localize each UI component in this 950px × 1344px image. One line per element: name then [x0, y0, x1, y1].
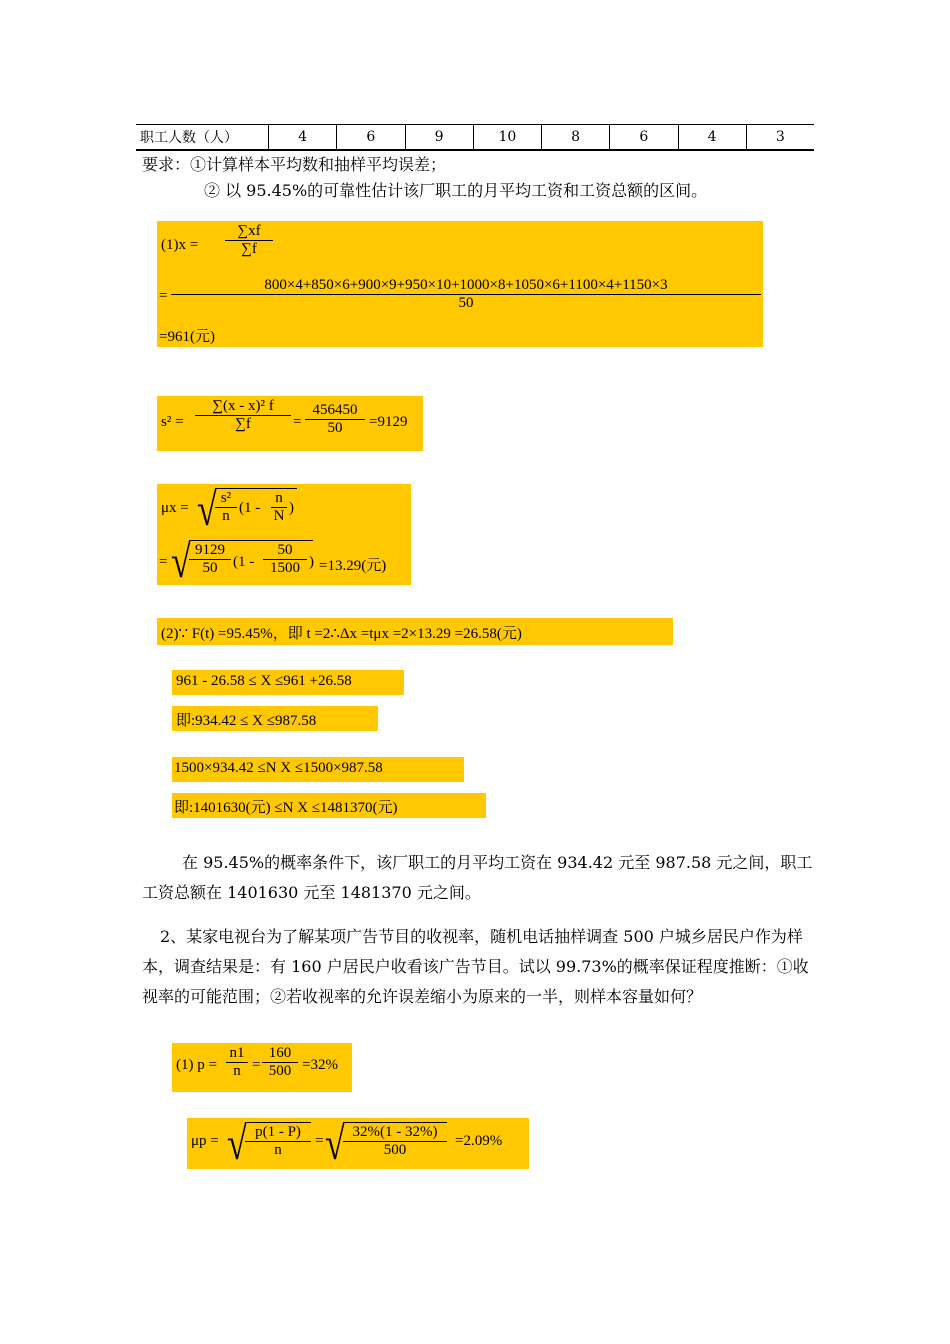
fraction-denominator: 500 — [268, 1063, 292, 1079]
sqrt-icon: √ — [325, 1117, 345, 1170]
sqrt-bar — [215, 488, 297, 489]
fraction-denominator: n — [233, 1063, 241, 1079]
table-cell: 4 — [268, 125, 336, 149]
formula-fraction — [215, 490, 237, 525]
table-cell: 6 — [336, 125, 404, 149]
formula-result: =13.29(元) — [319, 558, 387, 574]
formula-fraction — [226, 1045, 248, 1080]
formula-lhs: (1)x = — [161, 237, 199, 253]
formula-fraction — [263, 542, 307, 577]
fraction-denominator: 50 — [458, 295, 474, 311]
conclusion-paragraph: 在 95.45%的概率条件下，该厂职工的月平均工资在 934.42 元至 987.58 元之间，职工工资总额在 1401630 元至 1481370 元之间。 — [142, 853, 813, 902]
equals-sign: = — [159, 554, 168, 570]
fraction-denominator: 1500 — [270, 560, 300, 576]
fraction-denominator: N — [273, 508, 285, 524]
formula-fraction — [195, 398, 291, 433]
formula-text: 1500×934.42 ≤N X ≤1500×987.58 — [174, 760, 383, 776]
formula-box-sampling-error — [157, 483, 411, 588]
sqrt-bar — [343, 1122, 447, 1123]
fraction-numerator: 160 — [262, 1045, 298, 1063]
fraction-denominator: ∑f — [235, 416, 251, 432]
table-cell: 9 — [405, 125, 473, 149]
formula-fraction — [343, 1124, 447, 1159]
requirement-line-1: 要求：①计算样本平均数和抽样平均误差； — [142, 155, 447, 174]
fraction-denominator: n — [222, 508, 230, 524]
sqrt-icon: √ — [197, 483, 217, 536]
formula-box-total-result — [172, 793, 486, 818]
formula-fraction — [225, 223, 273, 258]
fraction-numerator: 800×4+850×6+900×9+950×10+1000×8+1050×6+1100×4+1150×3 — [171, 277, 761, 295]
data-table-row — [136, 124, 814, 151]
equals-sign: = — [293, 414, 302, 430]
formula-lhs: (1) p = — [176, 1057, 217, 1073]
equals-sign: = — [315, 1133, 324, 1149]
fraction-numerator: n1 — [226, 1045, 248, 1063]
formula-fraction — [245, 1124, 311, 1159]
sqrt-icon: √ — [171, 535, 191, 588]
sqrt-icon: √ — [227, 1117, 247, 1170]
formula-fraction — [305, 402, 365, 437]
fraction-numerator: 50 — [263, 542, 307, 560]
sqrt-bar — [189, 540, 313, 541]
formula-box-total — [172, 757, 464, 782]
formula-text: (1 - — [239, 500, 261, 516]
formula-result: =2.09% — [455, 1133, 503, 1149]
formula-box-confidence — [157, 618, 673, 645]
formula-text: (2)∵ F(t) =95.45%，即 t =2∴Δx =tμx =2×13.29 =26.58(元) — [161, 626, 522, 642]
equals-sign: = — [252, 1057, 261, 1073]
formula-text: ) — [309, 554, 314, 570]
formula-lhs: s² = — [161, 414, 184, 430]
sqrt-bar — [245, 1122, 311, 1123]
formula-box-interval — [172, 670, 404, 695]
formula-lhs: μp = — [191, 1133, 219, 1149]
formula-fraction — [271, 490, 287, 525]
table-cell: 3 — [746, 125, 814, 149]
fraction-numerator: s² — [215, 490, 237, 508]
table-label: 职工人数（人） — [140, 130, 238, 146]
table-cell: 6 — [609, 125, 677, 149]
fraction-numerator: 32%(1 - 32%) — [343, 1124, 447, 1142]
fraction-numerator: n — [271, 490, 287, 508]
requirement-line-2: ② 以 95.45%的可靠性估计该厂职工的月平均工资和工资总额的区间。 — [204, 181, 708, 200]
formula-fraction — [189, 542, 231, 577]
table-cell: 4 — [678, 125, 746, 149]
fraction-denominator: 50 — [202, 560, 218, 576]
formula-text: 961 - 26.58 ≤ X ≤961 +26.58 — [176, 673, 352, 689]
fraction-denominator: 50 — [327, 420, 343, 436]
formula-result: =9129 — [369, 414, 408, 430]
formula-result: =961(元) — [159, 329, 215, 345]
formula-result: =32% — [302, 1057, 338, 1073]
formula-box-variance — [157, 396, 423, 451]
formula-lhs: μx = — [161, 500, 189, 516]
formula-box-mean — [157, 221, 763, 347]
formula-fraction — [262, 1045, 298, 1080]
formula-text: ) — [289, 500, 294, 516]
fraction-numerator: p(1 - P) — [245, 1124, 311, 1142]
fraction-denominator: n — [274, 1142, 282, 1158]
formula-box-proportion-error — [187, 1118, 529, 1169]
problem-2-paragraph: 2、某家电视台为了解某项广告节目的收视率，随机电话抽样调查 500 户城乡居民户作为样本，调查结果是：有 160 户居民户收看该广告节目。试以 99.73%的概率保证程度推断：①收视率的可能范围；②若收视率的允许误差缩小为原来的一半，则样本容量如何？ — [142, 927, 809, 1006]
fraction-numerator: ∑xf — [225, 223, 273, 241]
fraction-denominator: 500 — [383, 1142, 407, 1158]
fraction-denominator: ∑f — [241, 241, 257, 257]
formula-text: 即:1401630(元) ≤N X ≤1481370(元) — [174, 800, 398, 816]
table-cell: 10 — [473, 125, 541, 149]
formula-box-proportion — [172, 1043, 352, 1092]
equals-sign: = — [159, 288, 168, 304]
formula-box-interval-result — [172, 706, 378, 731]
formula-text: 即:934.42 ≤ X ≤987.58 — [176, 713, 317, 729]
fraction-numerator: 456450 — [305, 402, 365, 420]
fraction-numerator: 9129 — [189, 542, 231, 560]
table-cell: 8 — [541, 125, 609, 149]
formula-fraction — [171, 277, 761, 312]
formula-text: (1 - — [233, 554, 255, 570]
fraction-numerator: ∑(x - x)² f — [195, 398, 291, 416]
